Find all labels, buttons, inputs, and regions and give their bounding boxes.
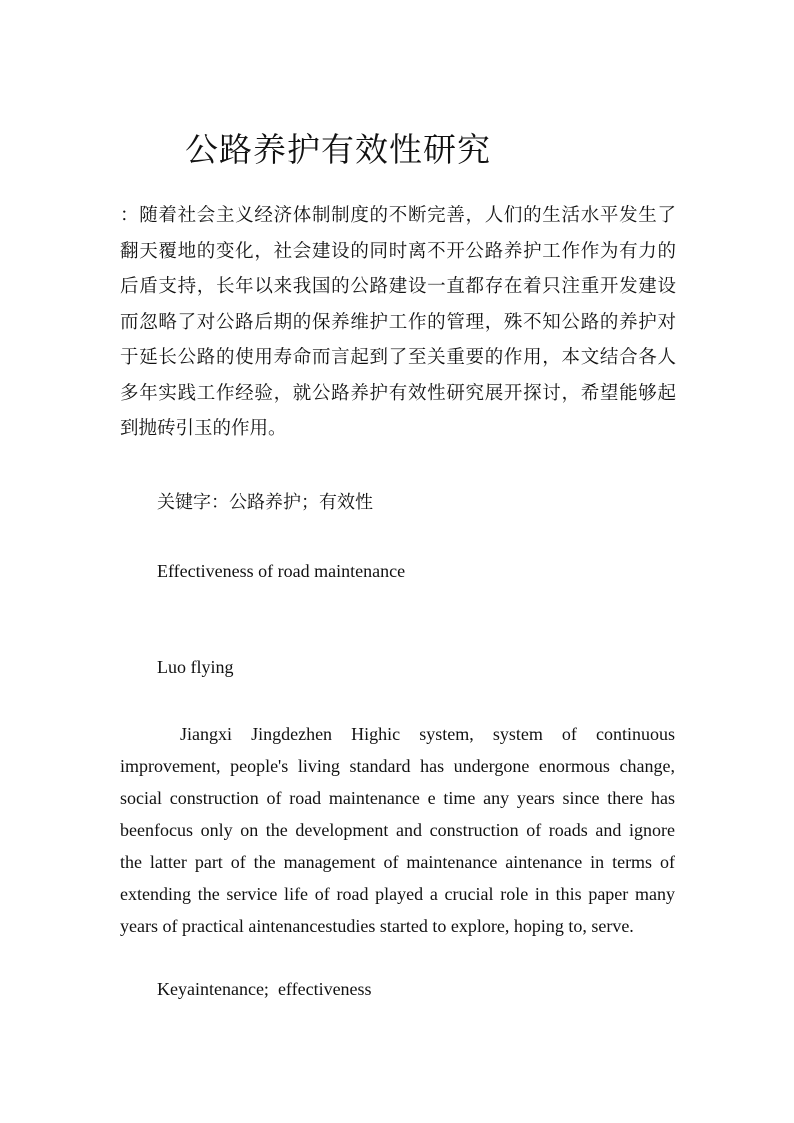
chinese-abstract-line: 多年实践工作经验，就公路养护有效性研究展开探讨，希望能够起 — [120, 382, 676, 404]
chinese-abstract-line: ：随着社会主义经济体制制度的不断完善，人们的生活水平发生了 — [120, 205, 676, 226]
author-name: Luo flying — [157, 657, 234, 677]
english-abstract-line: years of practical aintenancestudies started to explore, hoping to, serve. — [120, 916, 634, 936]
chinese-abstract — [120, 198, 676, 447]
english-abstract-line: the latter part of the management of maintenance aintenance in terms of — [120, 852, 675, 872]
chinese-abstract-line: 翻天覆地的变化，社会建设的同时离不开公路养护工作作为有力的 — [120, 240, 676, 262]
chinese-keywords: 关键字：公路养护；有效性 — [157, 492, 373, 513]
english-keywords: Keyaintenance; effectiveness — [157, 979, 372, 999]
chinese-abstract-line: 后盾支持，长年以来我国的公路建设一直都存在着只注重开发建设 — [120, 276, 676, 297]
chinese-abstract-line: 到抛砖引玉的作用。 — [120, 418, 287, 439]
english-abstract — [120, 718, 675, 942]
english-title: Effectiveness of road maintenance — [157, 561, 406, 581]
english-abstract-line: beenfocus only on the development and construction of roads and ignore — [120, 820, 675, 840]
english-abstract-line: improvement, people's living standard has undergone enormous change, — [120, 756, 675, 776]
english-abstract-line: Jiangxi Jingdezhen Highic system, system of continuous — [180, 724, 675, 744]
document-title: 公路养护有效性研究 — [185, 130, 491, 169]
english-abstract-line: extending the service life of road played a crucial role in this paper many — [120, 884, 675, 904]
chinese-abstract-line: 于延长公路的使用寿命而言起到了至关重要的作用，本文结合各人 — [120, 347, 676, 368]
english-abstract-line: social construction of road maintenance e time any years since there has — [120, 788, 675, 808]
chinese-abstract-line: 而忽略了对公路后期的保养维护工作的管理，殊不知公路的养护对 — [120, 311, 676, 333]
